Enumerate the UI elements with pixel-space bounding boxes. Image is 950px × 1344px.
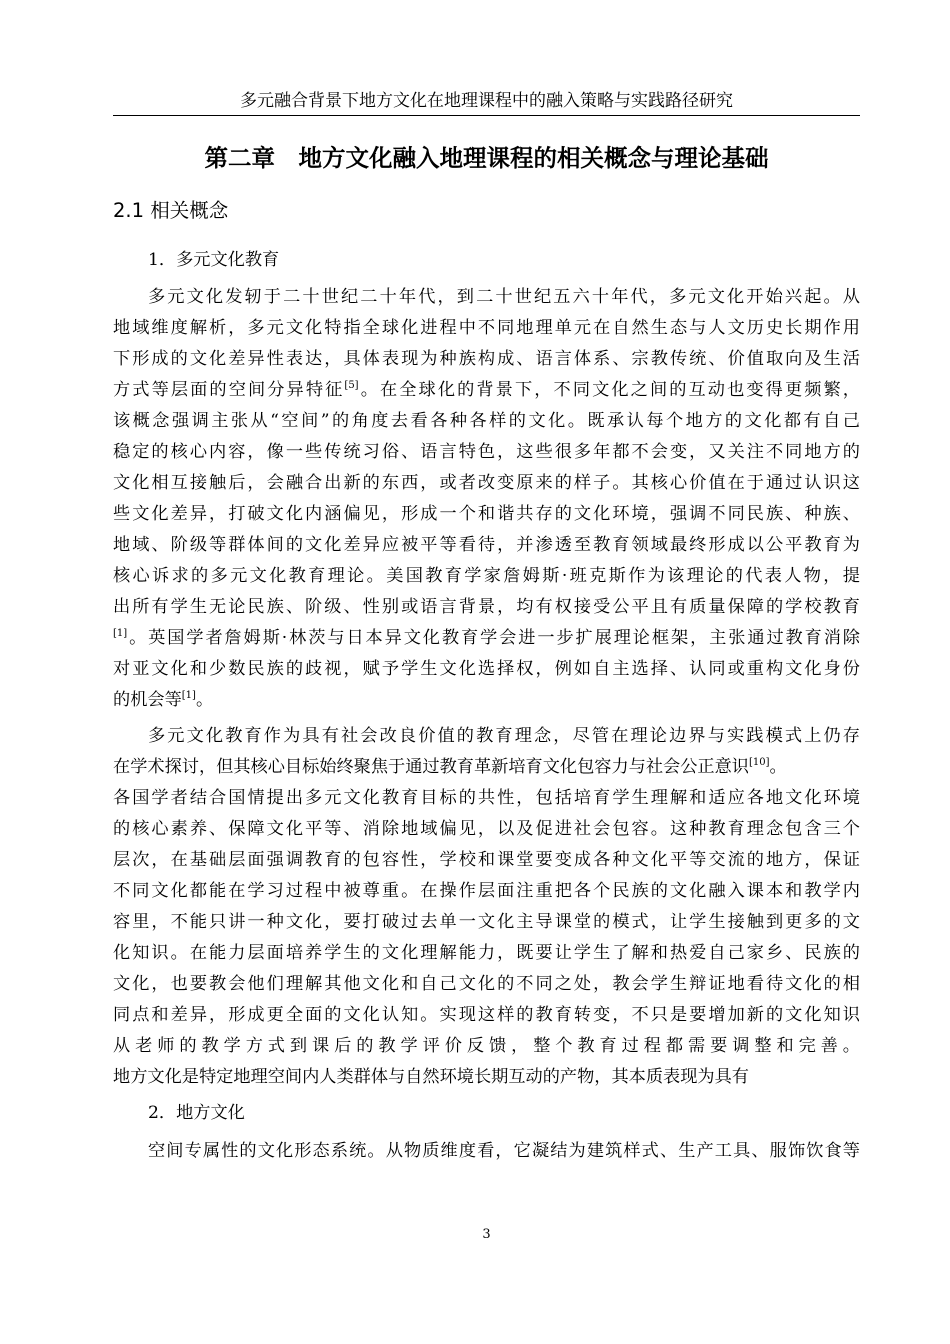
text-line: 文化相互接触后，会融合出新的东西，或者改变原来的样子。其核心价值在于通过认识这 [113, 473, 860, 493]
text-line: 地域、阶级等群体间的文化差异应被平等看待，并渗透至教育领域最终形成以公平教育为 [113, 535, 860, 555]
text-line: 化知识。在能力层面培养学生的文化理解能力，既要让学生了解和热爱自己家乡、民族的 [113, 943, 860, 963]
text-line: 的核心素养、保障文化平等、消除地域偏见，以及促进社会包容。这种教育理念包含三个 [113, 819, 860, 839]
header-rule [113, 115, 860, 116]
text-line [113, 755, 860, 779]
text-span: 。英国学者詹姆斯·林茨与日本异文化教育学会进一步扩展理论框架，主张通过教育消除 [127, 628, 860, 648]
text-line: 各国学者结合国情提出多元文化教育目标的共性，包括培育学生理解和适应各地文化环境 [113, 788, 860, 808]
text-span: 的机会等 [113, 690, 182, 710]
text-line: 多元文化教育作为具有社会改良价值的教育理念，尽管在理论边界与实践模式上仍存 [148, 726, 860, 746]
running-header: 多元融合背景下地方文化在地理课程中的融入策略与实践路径研究 [240, 91, 733, 111]
text-line [113, 626, 860, 650]
text-line: 核心诉求的多元文化教育理论。美国教育学家詹姆斯·班克斯作为该理论的代表人物，提 [113, 566, 860, 586]
text-span: 在学术探讨，但其核心目标始终聚焦于通过教育革新培育文化包容力与社会公正意识 [113, 757, 749, 777]
text-line [113, 688, 860, 712]
chapter-title: 第二章 地方文化融入地理课程的相关概念与理论基础 [204, 144, 769, 172]
text-line [113, 1170, 860, 1194]
citation-ref: [10] [748, 757, 770, 768]
text-line [113, 378, 860, 402]
text-line: 下形成的文化差异性表达，具体表现为种族构成、语言体系、宗教传统、价值取向及生活 [113, 349, 860, 369]
citation-ref: [1] [113, 628, 128, 639]
text-line: 从老师的教学方式到课后的教学评价反馈，整个教育过程都需要调整和完善。 [113, 1036, 860, 1056]
text-line: 些文化差异，打破文化内涵偏见，形成一个和谐共存的文化环境，强调不同民族、种族、 [113, 504, 860, 524]
text-span: 。 [195, 690, 214, 710]
citation-ref: [1] [181, 690, 196, 701]
text-line: 稳定的核心内容，像一些传统习俗、语言特色，这些很多年都不会变，又关注不同地方的 [113, 442, 860, 462]
text-line: 地方文化是特定地理空间内人类群体与自然环境长期互动的产物，其本质表现为具有 [113, 1067, 749, 1087]
text-line: 文化，也要教会他们理解其他文化和自己文化的不同之处，教会学生辩证地看待文化的相 [113, 974, 860, 994]
text-span: 。在全球化的背景下，不同文化之间的互动也变得更频繁， [358, 380, 860, 400]
text-line: 层次，在基础层面强调教育的包容性，学校和课堂要变成各种文化平等交流的地方，保证 [113, 850, 860, 870]
page-number: 3 [482, 1227, 491, 1242]
text-line: 地域维度解析，多元文化特指全球化进程中不同地理单元在自然生态与人文历史长期作用 [113, 318, 860, 338]
text-span: 。 [769, 757, 787, 777]
section-heading: 2.1 相关概念 [113, 199, 229, 222]
text-line: 多元文化发轫于二十世纪二十年代，到二十世纪五六十年代，多元文化开始兴起。从 [148, 287, 860, 307]
text-line: 对亚文化和少数民族的歧视，赋予学生文化选择权，例如自主选择、认同或重构文化身份 [113, 659, 860, 679]
text-span: 方式等层面的空间分异特征 [113, 380, 345, 400]
text-line: 该概念强调主张从“空间”的角度去看各种各样的文化。既承认每个地方的文化都有自己 [113, 411, 860, 431]
text-line: 出所有学生无论民族、阶级、性别或语言背景，均有权接受公平且有质量保障的学校教育 [113, 597, 860, 617]
text-line: 空间专属性的文化形态系统。从物质维度看，它凝结为建筑样式、生产工具、服饰饮食等 [148, 1141, 860, 1161]
citation-ref: [5] [344, 380, 359, 391]
subsection-title: 2．地方文化 [148, 1103, 245, 1123]
text-line: 容里，不能只讲一种文化，要打破过去单一文化主导课堂的模式，让学生接触到更多的文 [113, 912, 860, 932]
subsection-title: 1．多元文化教育 [148, 250, 280, 270]
text-line: 不同文化都能在学习过程中被尊重。在操作层面注重把各个民族的文化融入课本和教学内 [113, 881, 860, 901]
text-line: 同点和差异，形成更全面的文化认知。实现这样的教育转变，不只是要增加新的文化知识 [113, 1005, 860, 1025]
